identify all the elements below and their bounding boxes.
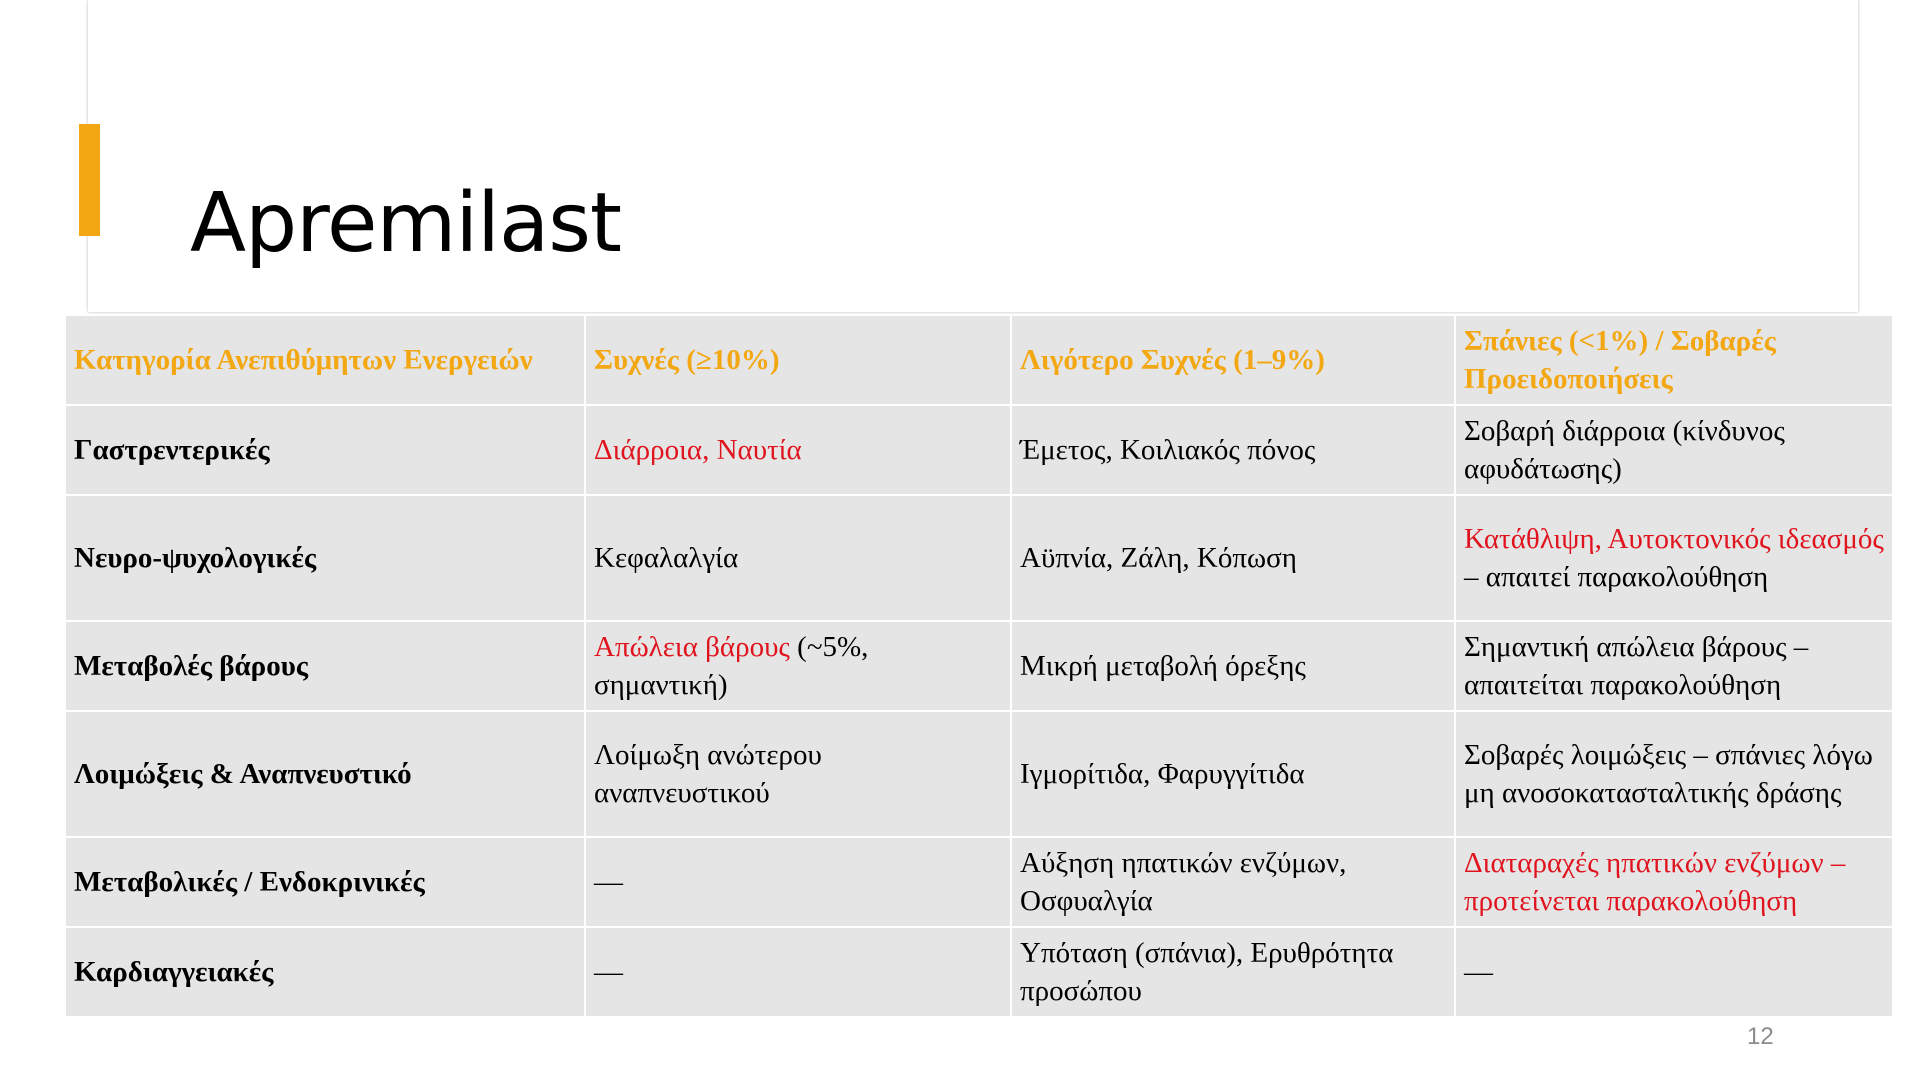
row-category: Μεταβολές βάρους xyxy=(65,621,585,711)
table-row xyxy=(65,711,1893,837)
common-cell: Λοίμωξη ανώτερου αναπνευστικού xyxy=(585,711,1011,837)
header-less-common: Λιγότερο Συχνές (1–9%) xyxy=(1011,315,1455,405)
common-cell: — xyxy=(585,837,1011,927)
row-category: Νευρο-ψυχολογικές xyxy=(65,495,585,621)
table-row xyxy=(65,405,1893,495)
less-common-cell: Υπόταση (σπάνια), Ερυθρότητα προσώπου xyxy=(1011,927,1455,1017)
rare-cell: Σοβαρές λοιμώξεις – σπάνιες λόγω μη ανοσοκατασταλτικής δράσης xyxy=(1455,711,1893,837)
adverse-effects-table xyxy=(64,314,1894,1018)
rare-cell: Διαταραχές ηπατικών ενζύμων – προτείνεται παρακολούθηση xyxy=(1455,837,1893,927)
page-number: 12 xyxy=(1747,1023,1774,1050)
header-category: Κατηγορία Ανεπιθύμητων Ενεργειών xyxy=(65,315,585,405)
common-cell: — xyxy=(585,927,1011,1017)
common-note-text: (~5%, σημαντική) xyxy=(594,631,869,701)
rare-note-text: – απαιτεί παρακολούθηση xyxy=(1464,561,1769,593)
table-header-row xyxy=(65,315,1893,405)
common-cell xyxy=(585,621,1011,711)
header-rare: Σπάνιες (<1%) / Σοβαρές Προειδοποιήσεις xyxy=(1455,315,1893,405)
accent-bar xyxy=(79,124,100,236)
less-common-cell: Αϋπνία, Ζάλη, Κόπωση xyxy=(1011,495,1455,621)
common-cell: Κεφαλαλγία xyxy=(585,495,1011,621)
header-common: Συχνές (≥10%) xyxy=(585,315,1011,405)
less-common-cell: Έμετος, Κοιλιακός πόνος xyxy=(1011,405,1455,495)
row-category: Γαστρεντερικές xyxy=(65,405,585,495)
rare-cell xyxy=(1455,495,1893,621)
rare-cell: Σημαντική απώλεια βάρους – απαιτείται παρακολούθηση xyxy=(1455,621,1893,711)
table-row xyxy=(65,927,1893,1017)
common-warning-text: Απώλεια βάρους xyxy=(594,631,790,663)
rare-warning-text: Κατάθλιψη, Αυτοκτονικός ιδεασμός xyxy=(1464,523,1884,555)
less-common-cell: Ιγμορίτιδα, Φαρυγγίτιδα xyxy=(1011,711,1455,837)
table-row xyxy=(65,837,1893,927)
row-category: Μεταβολικές / Ενδοκρινικές xyxy=(65,837,585,927)
common-cell: Διάρροια, Ναυτία xyxy=(585,405,1011,495)
rare-cell: — xyxy=(1455,927,1893,1017)
table-row xyxy=(65,495,1893,621)
less-common-cell: Μικρή μεταβολή όρεξης xyxy=(1011,621,1455,711)
row-category: Καρδιαγγειακές xyxy=(65,927,585,1017)
slide-title: Apremilast xyxy=(190,175,622,271)
row-category: Λοιμώξεις & Αναπνευστικό xyxy=(65,711,585,837)
table-row xyxy=(65,621,1893,711)
less-common-cell: Αύξηση ηπατικών ενζύμων, Οσφυαλγία xyxy=(1011,837,1455,927)
rare-cell: Σοβαρή διάρροια (κίνδυνος αφυδάτωσης) xyxy=(1455,405,1893,495)
